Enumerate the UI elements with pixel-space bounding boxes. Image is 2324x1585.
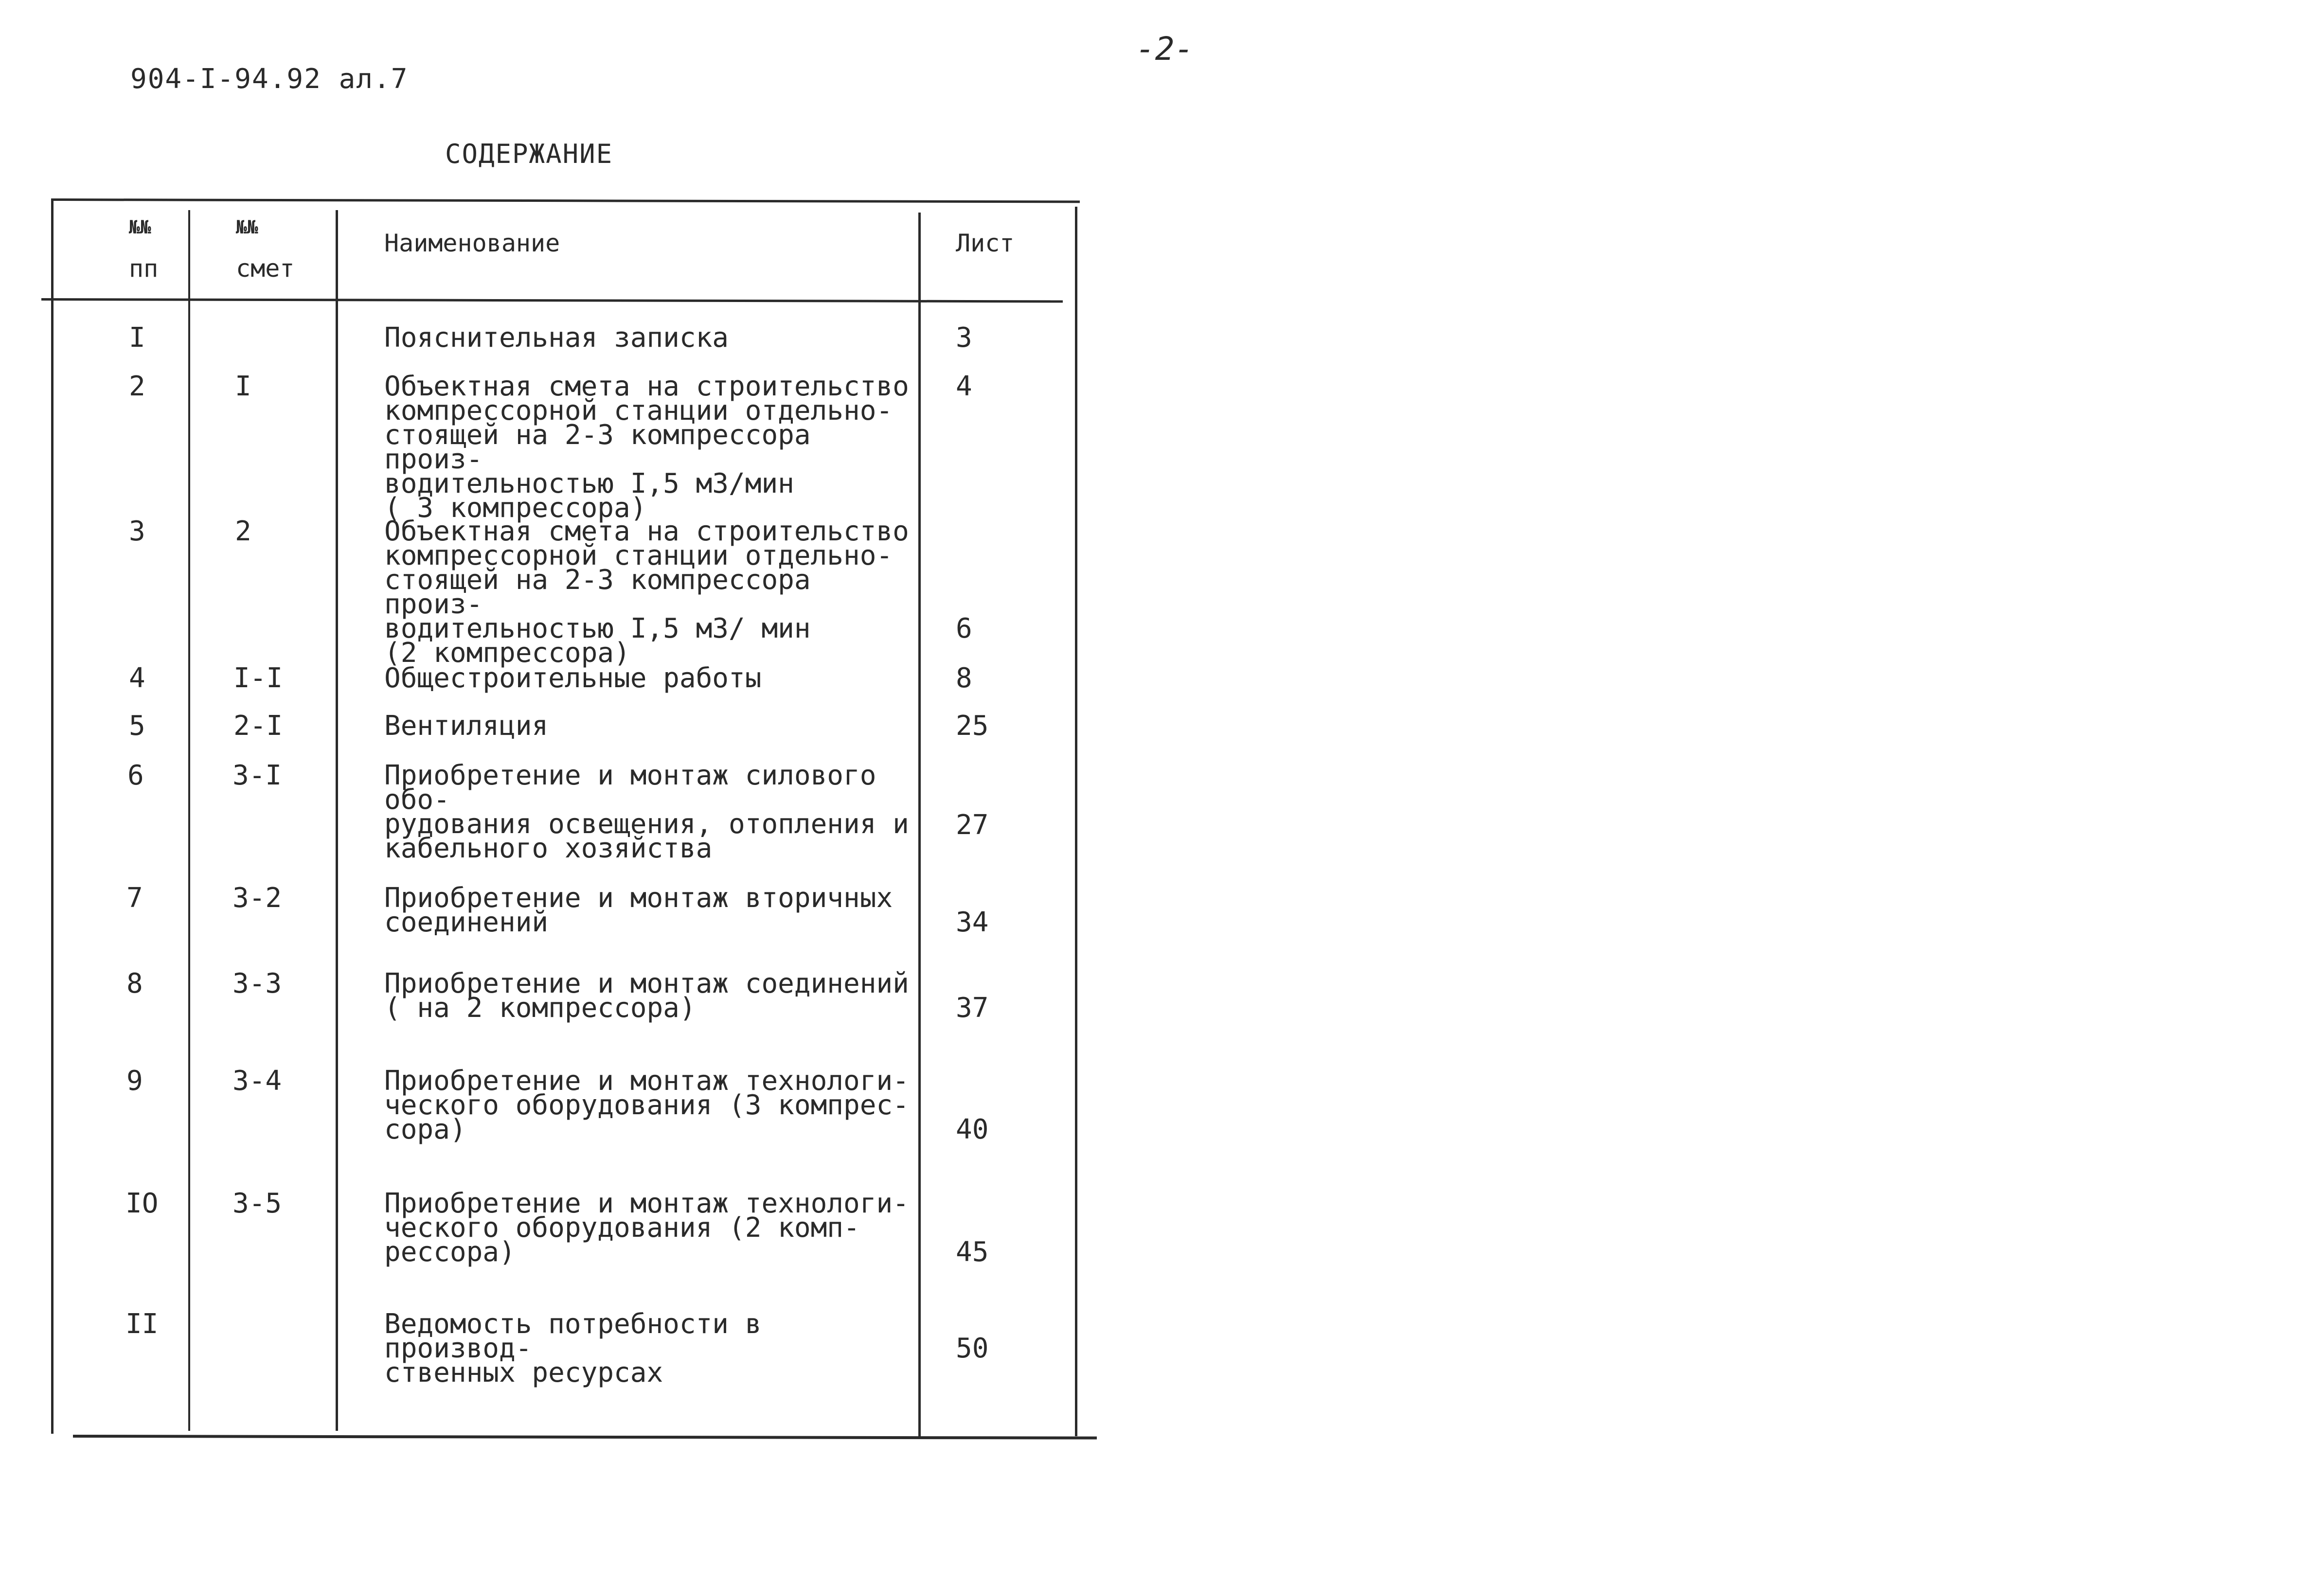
row-name: Приобретение и монтаж вторичных соединений xyxy=(384,882,893,938)
column-divider-2 xyxy=(336,210,338,1431)
col-pp-number-sign: №№ xyxy=(129,216,151,238)
row-smet: 3-5 xyxy=(232,1188,282,1219)
row-smet: 3-I xyxy=(232,760,282,791)
row-pp: 5 xyxy=(129,710,145,742)
page-title: СОДЕРЖАНИЕ xyxy=(445,139,613,169)
col-pp-label: пп xyxy=(129,254,159,283)
row-name: Общестроительные работы xyxy=(384,662,762,694)
column-divider-3 xyxy=(918,213,921,1438)
row-name: Приобретение и монтаж технологи- ческого оборудования (3 компрес- сора) xyxy=(384,1065,909,1145)
table-bottom-rule xyxy=(73,1435,1097,1440)
row-pp: 3 xyxy=(129,516,145,547)
col-name-label: Наименование xyxy=(384,229,560,257)
page-number: -2- xyxy=(1136,30,1194,68)
col-sheet-label: Лист xyxy=(956,229,1015,257)
row-pp: 9 xyxy=(126,1065,143,1097)
document-code: 904-I-94.92 ал.7 xyxy=(130,63,409,95)
row-smet: 2-I xyxy=(233,710,283,742)
row-pp: 7 xyxy=(126,882,143,914)
column-divider-1 xyxy=(188,210,190,1431)
table-header-rule xyxy=(41,298,1063,303)
row-name: Приобретение и монтаж силового обо- рудования освещения, отопления и кабельного хозяйства xyxy=(384,760,909,864)
table-right-border xyxy=(1075,207,1077,1436)
row-pp: II xyxy=(125,1308,159,1340)
row-smet: 3-2 xyxy=(232,882,282,914)
row-smet: I xyxy=(235,371,251,402)
row-name: Вентиляция xyxy=(384,710,549,742)
row-pp: IO xyxy=(125,1188,159,1219)
row-sheet: 40 xyxy=(956,1114,989,1145)
row-name: Объектная смета на строительство компрессорной станции отдельно- стоящей на 2-3 компрессора произ- водительностью I,5 м3/мин ( 3 компрессора) xyxy=(384,371,909,524)
row-sheet: 37 xyxy=(956,992,989,1024)
row-sheet: 50 xyxy=(956,1333,989,1364)
row-sheet: 6 xyxy=(956,613,972,644)
row-name: Приобретение и монтаж технологи- ческого оборудования (2 комп- рессора) xyxy=(384,1188,909,1268)
row-name: Объектная смета на строительство компрессорной станции отдельно- стоящей на 2-3 компрессора произ- водительностью I,5 м3/ мин (2 компрессора) xyxy=(384,516,909,669)
row-pp: 2 xyxy=(129,371,145,402)
row-pp: I xyxy=(129,322,145,354)
table-top-rule xyxy=(51,198,1080,203)
row-sheet: 27 xyxy=(956,809,989,841)
col-smet-number-sign: №№ xyxy=(236,216,258,238)
row-smet: 3-4 xyxy=(232,1065,282,1097)
row-name: Ведомость потребности в производ- ственных ресурсах xyxy=(384,1308,762,1389)
row-smet: 2 xyxy=(235,516,251,547)
row-sheet: 34 xyxy=(956,907,989,938)
row-sheet: 4 xyxy=(956,371,972,402)
row-name: Приобретение и монтаж соединений ( на 2 компрессора) xyxy=(384,968,909,1024)
row-pp: 8 xyxy=(126,968,143,999)
row-sheet: 25 xyxy=(956,710,989,742)
row-pp: 6 xyxy=(127,760,144,791)
row-pp: 4 xyxy=(129,662,145,694)
row-sheet: 8 xyxy=(956,662,972,694)
row-smet: I-I xyxy=(233,662,283,694)
row-sheet: 3 xyxy=(956,322,972,354)
row-smet: 3-3 xyxy=(232,968,282,999)
row-name: Пояснительная записка xyxy=(384,322,729,354)
row-sheet: 45 xyxy=(956,1236,989,1268)
table-left-border xyxy=(51,198,54,1434)
col-smet-label: смет xyxy=(236,254,295,283)
